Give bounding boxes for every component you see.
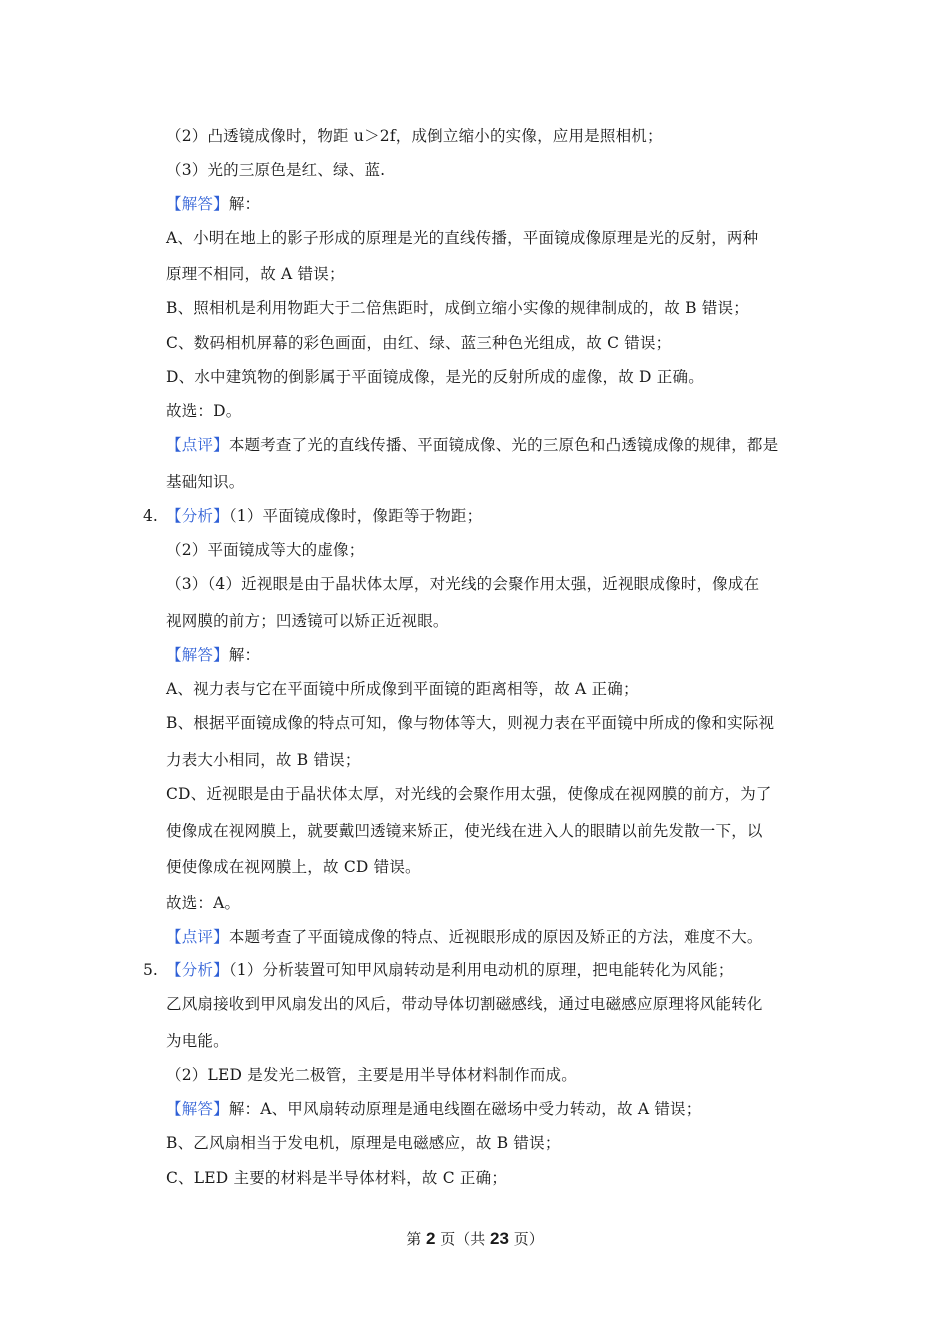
text-line <box>166 333 671 353</box>
text-line <box>166 401 241 421</box>
text-line <box>166 713 774 733</box>
line-text: 为电能。 <box>166 1032 229 1050</box>
section-tag: 【点评】 <box>166 928 229 946</box>
line-text: B、照相机是利用物距大于二倍焦距时，成倒立缩小实像的规律制成的，故 B 错误； <box>166 299 749 317</box>
line-text: （2）LED 是发光二极管，主要是用半导体材料制作而成。 <box>166 1066 577 1084</box>
line-text: A、视力表与它在平面镜中所成像到平面镜的距离相等，故 A 正确； <box>166 680 639 698</box>
line-text: C、LED 主要的材料是半导体材料，故 C 正确； <box>166 1169 508 1187</box>
text-line <box>166 298 749 318</box>
line-text: A、小明在地上的影子形成的原理是光的直线传播，平面镜成像原理是光的反射，两种 <box>166 229 759 247</box>
section-tag: 【解答】 <box>166 1100 229 1118</box>
footer-middle: 页（共 <box>435 1230 491 1248</box>
text-line <box>166 893 240 913</box>
text-line <box>166 1065 577 1085</box>
text-line <box>166 435 778 455</box>
text-line <box>166 857 421 877</box>
section-tag: 【分析】 <box>166 961 229 979</box>
line-text: （3）（4）近视眼是由于晶状体太厚，对光线的会聚作用太强，近视眼成像时，像成在 <box>166 575 760 593</box>
text-line <box>166 1133 561 1153</box>
text-line <box>166 228 758 248</box>
line-text: 故选：D。 <box>166 402 242 420</box>
line-text: B、乙风扇相当于发电机，原理是电磁感应，故 B 错误； <box>166 1134 561 1152</box>
line-text: 力表大小相同，故 B 错误； <box>166 751 361 769</box>
text-line <box>166 126 663 146</box>
text-line <box>166 679 639 699</box>
section-tag: 【解答】 <box>166 646 229 664</box>
line-text: 解：A、甲风扇转动原理是通电线圈在磁场中受力转动，故 A 错误； <box>228 1100 702 1118</box>
text-line <box>166 784 772 804</box>
text-line <box>166 367 704 387</box>
line-text: 解： <box>228 195 261 213</box>
line-text: 基础知识。 <box>166 473 245 491</box>
line-text: B、根据平面镜成像的特点可知，像与物体等大，则视力表在平面镜中所成的像和实际视 <box>166 714 775 732</box>
section-tag: 【解答】 <box>166 195 229 213</box>
question-number: 5. <box>143 961 158 979</box>
line-text: （2）平面镜成等大的虚像； <box>166 541 365 559</box>
line-text: 故选：A。 <box>166 894 241 912</box>
line-text: CD、近视眼是由于晶状体太厚，对光线的会聚作用太强，使像成在视网膜的前方，为了 <box>166 785 772 803</box>
section-tag: 【分析】 <box>166 507 229 525</box>
question-number: 4. <box>143 507 158 525</box>
text-line <box>166 611 449 631</box>
text-line <box>166 160 385 180</box>
line-text: 便使像成在视网膜上，故 CD 错误。 <box>166 858 421 876</box>
line-text: 原理不相同，故 A 错误； <box>166 265 345 283</box>
text-line <box>166 750 361 770</box>
line-text: 解： <box>228 646 261 664</box>
footer-page-number: 2 <box>426 1229 436 1248</box>
line-text: 视网膜的前方；凹透镜可以矫正近视眼。 <box>166 612 449 630</box>
text-line <box>166 540 364 560</box>
line-text: 使像成在视网膜上，就要戴凹透镜来矫正，使光线在进入人的眼睛以前先发散一下，以 <box>166 822 763 840</box>
text-line <box>166 994 763 1014</box>
footer-prefix: 第 <box>406 1230 427 1248</box>
text-line <box>166 194 260 214</box>
section-tag: 【点评】 <box>166 436 229 454</box>
line-text: （1）平面镜成像时，像距等于物距； <box>228 507 483 525</box>
line-text: D、水中建筑物的倒影属于平面镜成像，是光的反射所成的虚像，故 D 正确。 <box>166 368 704 386</box>
line-text: （2）凸透镜成像时，物距 u＞2f，成倒立缩小的实像，应用是照相机； <box>166 127 663 145</box>
text-line <box>166 960 734 980</box>
line-text: 本题考查了光的直线传播、平面镜成像、光的三原色和凸透镜成像的规律，都是 <box>228 436 779 454</box>
text-line <box>166 927 763 947</box>
line-text: 本题考查了平面镜成像的特点、近视眼形成的原因及矫正的方法，难度不大。 <box>228 928 763 946</box>
footer-suffix: 页） <box>508 1230 544 1248</box>
text-line <box>166 1168 507 1188</box>
text-line <box>166 264 345 284</box>
text-line <box>166 821 763 841</box>
line-text: 乙风扇接收到甲风扇发出的风后，带动导体切割磁感线，通过电磁感应原理将风能转化 <box>166 995 763 1013</box>
text-line <box>166 506 482 526</box>
footer-total-pages: 23 <box>490 1229 509 1248</box>
line-text: （3）光的三原色是红、绿、蓝. <box>166 161 386 179</box>
text-line <box>166 645 260 665</box>
line-text: （1）分析装置可知甲风扇转动是利用电动机的原理，把电能转化为风能； <box>228 961 734 979</box>
text-line <box>166 472 245 492</box>
line-text: C、数码相机屏幕的彩色画面，由红、绿、蓝三种色光组成，故 C 错误； <box>166 334 672 352</box>
text-line <box>166 574 759 594</box>
page-footer <box>0 1229 950 1249</box>
text-line <box>166 1031 229 1051</box>
text-line <box>166 1099 701 1119</box>
